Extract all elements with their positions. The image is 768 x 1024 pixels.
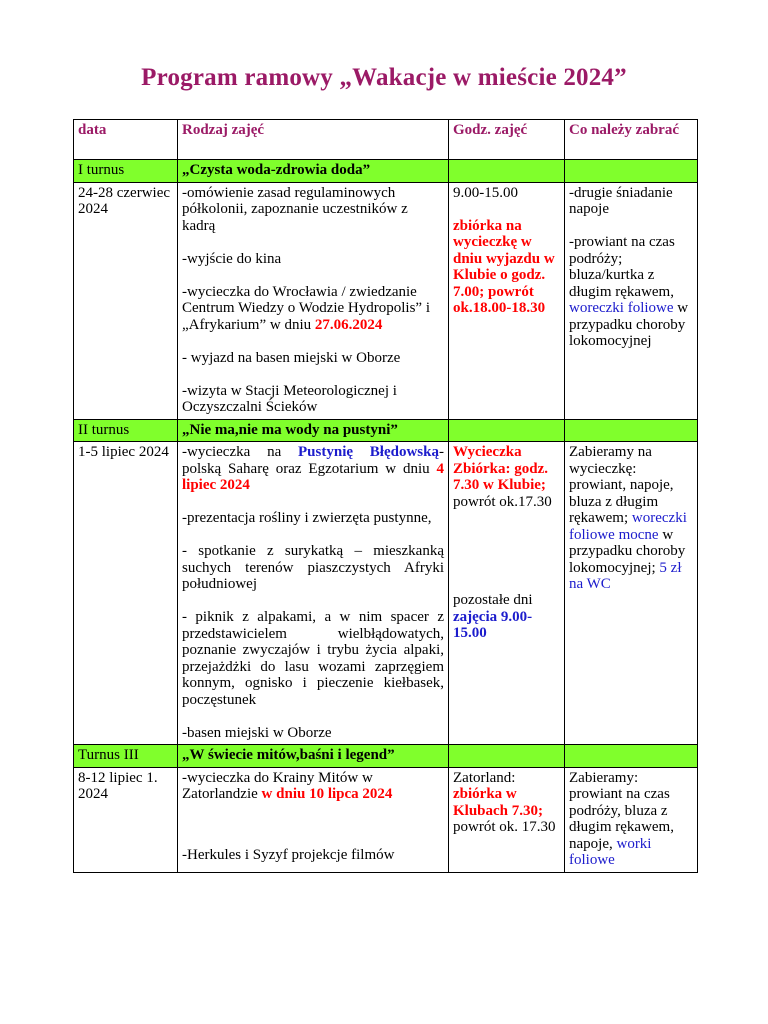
turn-2-activity: - spotkanie z surykatką – mieszkanką suchych terenów piaszczystych Afryki południowej [182, 543, 444, 592]
turn-3-row [74, 767, 698, 872]
turn-2-label: II turnus [74, 419, 178, 442]
turn-1-header-row [74, 160, 698, 183]
turn-1-date: 24-28 czerwiec 2024 [74, 182, 178, 419]
turn-2-header-empty-2 [565, 419, 698, 442]
turn-1-trip-text: -wycieczka do Wrocławia / zwiedzanie Centrum Wiedzy o Wodzie Hydropolis” i „Afrykarium” w dniu [182, 283, 431, 333]
program-table [73, 119, 698, 873]
turn-1-activity: - wyjazd na basen miejski w Oborze [182, 349, 401, 366]
turn-1-header-empty [449, 160, 565, 183]
turn-3-trip-text: -wycieczka do Krainy Mitów w Zatorlandzie [182, 769, 373, 802]
turn-1-hours [449, 182, 565, 419]
turn-1-activity: -wizyta w Stacji Meteorologicznej i Oczyszczalni Ścieków [182, 382, 397, 415]
header-date: data [74, 120, 178, 160]
page-title: Program ramowy „Wakacje w mieście 2024” [141, 64, 627, 91]
turn-3-date: 8-12 lipiec 1. 2024 [74, 767, 178, 872]
turn-2-activity: -basen miejski w Oborze [182, 724, 332, 741]
turn-2-hours-other [453, 592, 560, 642]
turn-2-hours-spacer [453, 510, 560, 592]
turn-1-bring-item [569, 234, 693, 350]
turn-2-hours-return: powrót ok.17.30 [453, 493, 552, 510]
turn-3-activity: -Herkules i Syzyf projekcje filmów [182, 846, 395, 863]
turn-1-activity [182, 284, 444, 334]
turn-2-hours-other-time: zajęcia 9.00-15.00 [453, 608, 533, 641]
turn-2-bring-wc: 5 zł na WC [569, 559, 682, 592]
turn-1-activity: -omówienie zasad regulaminowych półkolonii, zapoznanie uczestników z kadrą [182, 184, 408, 234]
turn-2-header-empty [449, 419, 565, 442]
turn-2-trip-date: 4 lipiec 2024 [182, 460, 444, 493]
turn-3-hours-info [453, 770, 560, 836]
turn-1-header-empty-2 [565, 160, 698, 183]
turn-3-bring-item [569, 770, 693, 869]
turn-2-activity: -prezentacja rośliny i zwierzęta pustynne, [182, 510, 432, 526]
turn-1-activity: -wyjście do kina [182, 250, 282, 267]
turn-1-what-to-bring [565, 182, 698, 419]
turn-2-hours-meeting: Wycieczka Zbiórka: godz. 7.30 w Klubie; [453, 444, 549, 493]
turn-2-date: 1-5 lipiec 2024 [74, 442, 178, 745]
turn-1-trip-date: 27.06.2024 [314, 316, 383, 333]
turn-3-header-row [74, 745, 698, 768]
turn-1-hours-regular: 9.00-15.00 [453, 184, 518, 201]
turn-3-hours [449, 767, 565, 872]
header-activity-type: Rodzaj zajęć [178, 120, 449, 160]
turn-1-bring-tail: w przypadku choroby lokomocyjnej [569, 300, 689, 349]
turn-3-trip-date: w dniu 10 lipca 2024 [261, 786, 393, 802]
turn-3-activity [182, 770, 444, 803]
turn-2-hours [449, 442, 565, 745]
turn-2-row [74, 442, 698, 745]
turn-3-bring-bags: worki foliowe [569, 835, 652, 868]
turn-3-hours-meeting: zbiórka w Klubach 7.30; [453, 786, 544, 819]
turn-1-activities [178, 182, 449, 419]
turn-2-bring-text: Zabieramy na wycieczkę: prowiant, napoje, bluza z długim rękawem; [569, 444, 674, 526]
turn-1-hours-trip: zbiórka na wycieczkę w dniu wyjazdu w Klubie o godz. 7.00; powrót ok.18.00-18.30 [453, 217, 555, 316]
turn-2-trip-text-2: - polską Saharę oraz Egzotarium w dniu [182, 444, 444, 477]
turn-3-title: „W świecie mitów,baśni i legend” [178, 745, 449, 768]
turn-3-what-to-bring [565, 767, 698, 872]
turn-2-bring-text-2: w przypadku choroby lokomocyjnej; [569, 526, 686, 576]
turn-3-header-empty-2 [565, 745, 698, 768]
turn-2-what-to-bring [565, 442, 698, 745]
turn-1-label: I turnus [74, 160, 178, 183]
turn-2-header-row [74, 419, 698, 442]
turn-1-bring-bags: woreczki foliowe [569, 300, 674, 316]
turn-2-hours-other-text: pozostałe dni [453, 592, 533, 608]
header-hours: Godz. zajęć [449, 120, 565, 160]
turn-3-label: Turnus III [74, 745, 178, 768]
turn-2-title: „Nie ma,nie ma wody na pustyni” [178, 419, 449, 442]
turn-2-hours-trip [453, 444, 560, 510]
turn-1-title: „Czysta woda-zdrowia doda” [178, 160, 449, 183]
header-what-to-bring: Co należy zabrać [565, 120, 698, 160]
turn-2-bring-bags: woreczki foliowe mocne [569, 510, 687, 543]
turn-1-bring-text: -prowiant na czas podróży; bluza/kurtka z długim rękawem, [569, 234, 675, 300]
turn-2-trip-text: -wycieczka na [182, 444, 299, 460]
turn-3-bring-text: Zabieramy: prowiant na czas podróży, bluza z długim rękawem, napoje, [569, 769, 674, 852]
turn-3-activity-spacer [182, 803, 444, 847]
turn-2-activities [178, 442, 449, 745]
turn-1-row [74, 182, 698, 419]
turn-3-header-empty [449, 745, 565, 768]
table-header-row [74, 120, 698, 160]
turn-3-hours-return: powrót ok. 17.30 [453, 819, 556, 835]
turn-1-bring-item: -drugie śniadanie napoje [569, 184, 673, 217]
turn-3-activities [178, 767, 449, 872]
turn-2-bring-item [569, 444, 693, 593]
turn-2-activity [182, 444, 444, 494]
turn-2-activity: - piknik z alpakami, a w nim spacer z przedstawicielem wielbłądowatych, poznanie zwyczajów i trybu życia alpaki, przejażdżki do lasu wozami zaprzęgiem konnym, ognisko i pieczenie kiełbasek, poczęstunek [182, 609, 444, 708]
turn-3-hours-place: Zatorland: [453, 769, 516, 786]
turn-2-trip-place: Pustynię Błędowską [298, 444, 439, 460]
